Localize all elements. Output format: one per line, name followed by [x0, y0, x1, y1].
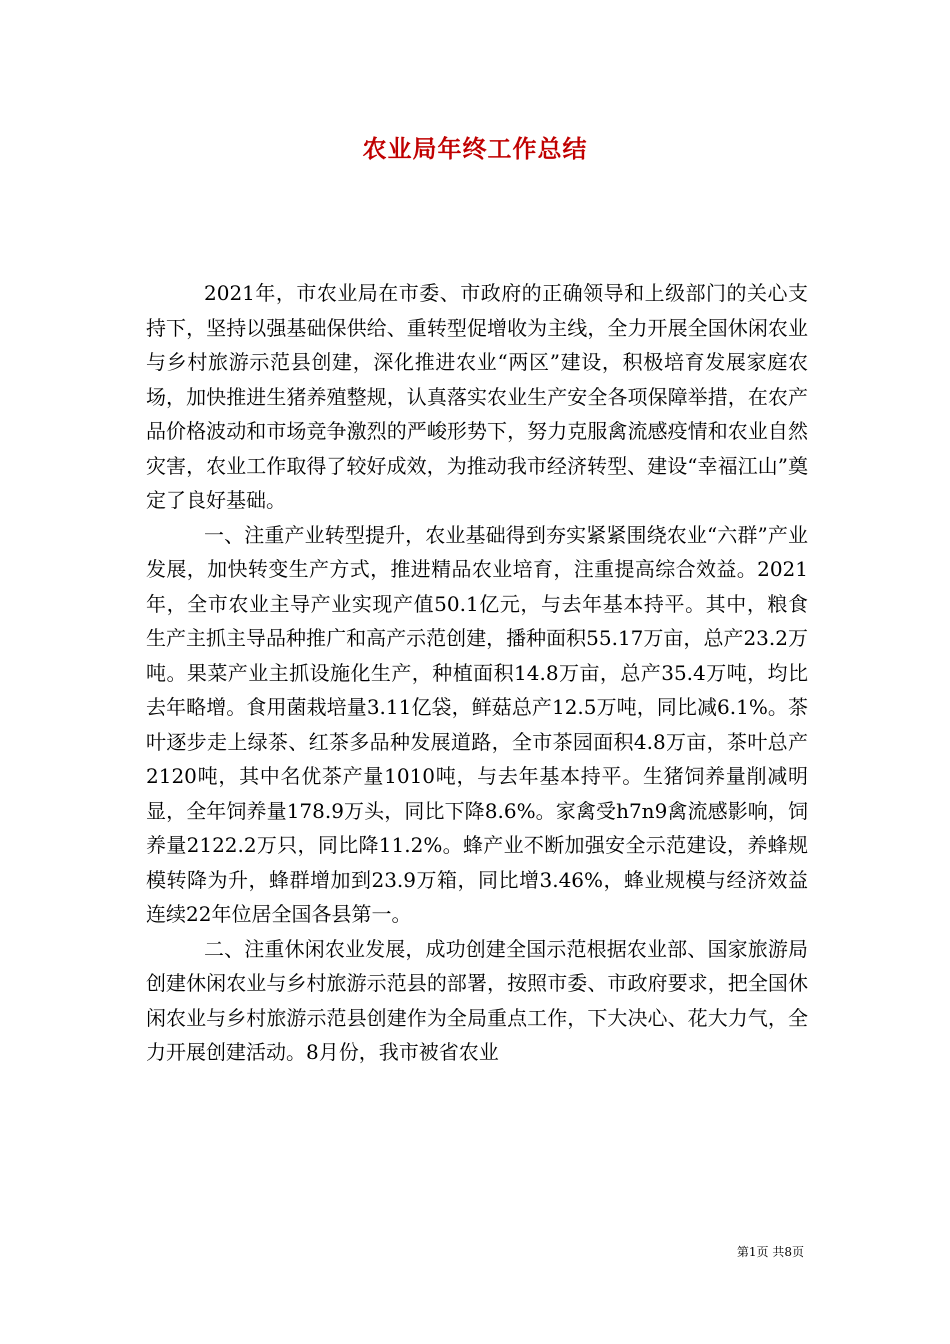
document-title: 农业局年终工作总结 — [362, 135, 588, 163]
document-body — [146, 276, 808, 1070]
paragraph-section-one: 一、注重产业转型提升，农业基础得到夯实紧紧围绕农业“六群”产业发展，加快转变生产方式，推进精品农业培育，注重提高综合效益。2021年，全市农业主导产业实现产值50.1亿元，与去年基本持平。其中，粮食生产主抓主导品种推广和高产示范创建，播种面积55.17万亩，总产23.2万吨。果菜产业主抓设施化生产，种植面积14.8万亩，总产35.4万吨，均比去年略增。食用菌栽培量3.11亿袋，鲜菇总产12.5万吨，同比减6.1%。茶叶逐步走上绿茶、红茶多品种发展道路，全市茶园面积4.8万亩，茶叶总产2120吨，其中名优茶产量1010吨，与去年基本持平。生猪饲养量削减明显，全年饲养量178.9万头，同比下降8.6%。家禽受h7n9禽流感影响，饲养量2122.2万只，同比降11.2%。蜂产业不断加强安全示范建设，养蜂规模转降为升，蜂群增加到23.9万箱，同比增3.46%，蜂业规模与经济效益连续22年位居全国各县第一。 — [146, 522, 808, 926]
page-number-footer: 第1页 共8页 — [736, 1245, 804, 1259]
paragraph-section-two: 二、注重休闲农业发展，成功创建全国示范根据农业部、国家旅游局创建休闲农业与乡村旅游示范县的部署，按照市委、市政府要求，把全国休闲农业与乡村旅游示范县创建作为全局重点工作，下大决心、花大力气，全力开展创建活动。8月份，我市被省农业 — [146, 936, 808, 1064]
paragraph-intro: 2021年，市农业局在市委、市政府的正确领导和上级部门的关心支持下，坚持以强基础保供给、重转型促增收为主线，全力开展全国休闲农业与乡村旅游示范县创建，深化推进农业“两区”建设，积极培育发展家庭农场，加快推进生猪养殖整规，认真落实农业生产安全各项保障举措，在农产品价格波动和市场竞争激烈的严峻形势下，努力克服禽流感疫情和农业自然灾害，农业工作取得了较好成效，为推动我市经济转型、建设“幸福江山”奠定了良好基础。 — [146, 281, 808, 512]
